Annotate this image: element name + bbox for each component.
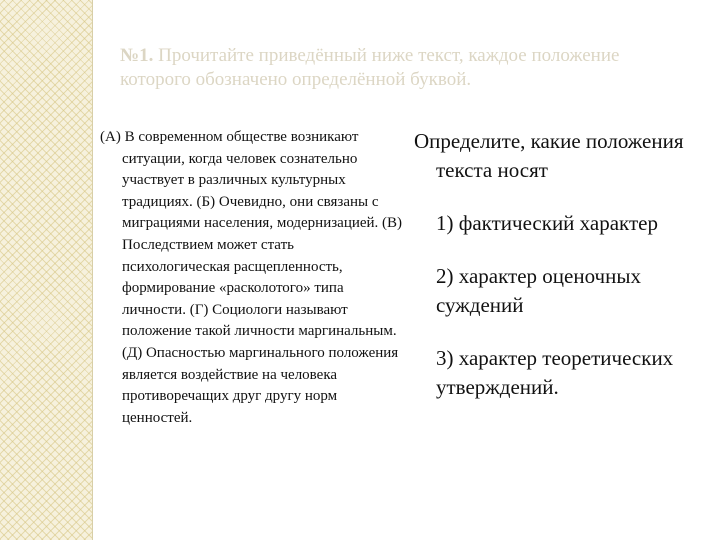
option-evaluative: 2) характер оценочных суждений (436, 264, 641, 317)
option-theoretical: 3) характер теоретических утверждений. (436, 346, 674, 399)
strip-divider (92, 0, 93, 540)
source-text-block (100, 127, 405, 429)
task-instruction: Прочитайте приведённый ниже текст, каждое положение которого обозначено определённой буквой. (120, 45, 620, 90)
option-factual: 1) фактический характер (436, 211, 658, 235)
question-block (414, 127, 704, 426)
decorative-pattern-strip (0, 0, 93, 540)
task-number: №1. (120, 45, 154, 66)
source-text: (А) В современном обществе возникают ситуации, когда человек сознательно участвует в различных культурных традициях. (Б) Очевидно, они связаны с миграциями населения, модернизацией. (В) Последствием может стать психологическая расщепленность, формирование «расколотого» типа личности. (Г) Социологи называют положение такой личности маргинальным. (Д) Опасностью маргинального положения является воздействие на человека противоречащих друг другу норм ценностей. (100, 129, 403, 426)
slide-title (120, 44, 680, 92)
question-text: Определите, какие положения текста носят (414, 129, 684, 182)
